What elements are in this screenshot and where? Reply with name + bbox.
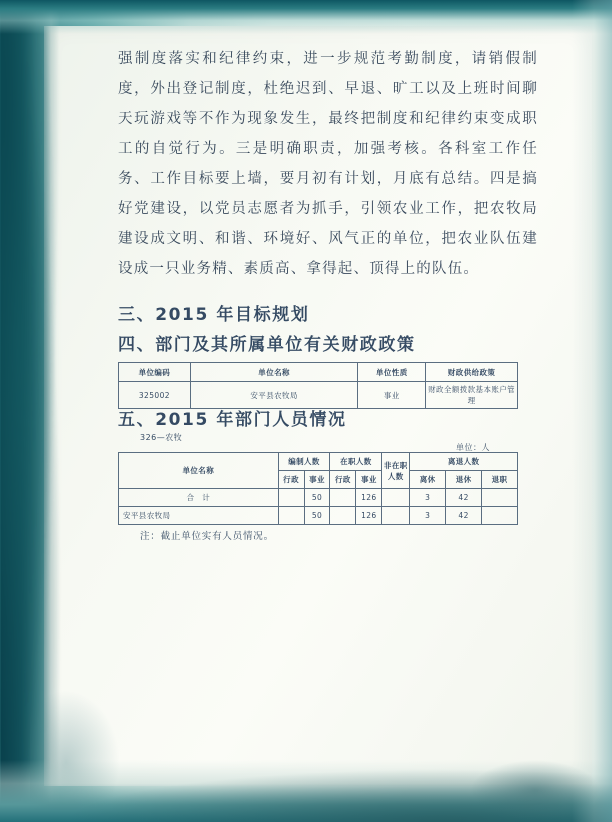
cell-inactive bbox=[382, 507, 410, 525]
table-row bbox=[119, 489, 518, 507]
cell-plan-career: 50 bbox=[304, 507, 330, 525]
scan-smudge bbox=[470, 760, 600, 820]
subcol-active-career: 事业 bbox=[356, 471, 382, 489]
cell-plan-admin bbox=[278, 489, 304, 507]
document-body bbox=[118, 44, 538, 284]
col-unit-code: 单位编码 bbox=[119, 363, 191, 382]
subcol-plan-admin: 行政 bbox=[278, 471, 304, 489]
form-code-label: 326—农牧 bbox=[140, 433, 183, 442]
unit-note-label: 单位：人 bbox=[456, 443, 490, 452]
section-five-heading: 五、2015 年部门人员情况 bbox=[118, 410, 347, 430]
col-active-staff: 在职人数 bbox=[330, 453, 382, 471]
col-retired-staff: 离退人数 bbox=[410, 453, 518, 471]
subcol-tuizhi: 退职 bbox=[482, 471, 518, 489]
table-header-row bbox=[119, 363, 518, 382]
cell-unit-name: 安平县农牧局 bbox=[190, 382, 358, 409]
section-four-heading: 四、部门及其所属单位有关财政政策 bbox=[118, 335, 416, 355]
cell-plan-admin bbox=[278, 507, 304, 525]
cell-active-career: 126 bbox=[356, 489, 382, 507]
cell-active-career: 126 bbox=[356, 507, 382, 525]
col-unit-name: 单位名称 bbox=[190, 363, 358, 382]
cell-row-label: 安平县农牧局 bbox=[119, 507, 279, 525]
cell-tuixiu: 42 bbox=[446, 507, 482, 525]
table-header-row bbox=[119, 453, 518, 471]
cell-tuizhi bbox=[482, 507, 518, 525]
table-row bbox=[119, 507, 518, 525]
scan-edge-right bbox=[572, 0, 612, 822]
subcol-lixiu: 离休 bbox=[410, 471, 446, 489]
cell-plan-career: 50 bbox=[304, 489, 330, 507]
subcol-active-admin: 行政 bbox=[330, 471, 356, 489]
cell-active-admin bbox=[330, 489, 356, 507]
subcol-tuixiu: 退休 bbox=[446, 471, 482, 489]
subcol-plan-career: 事业 bbox=[304, 471, 330, 489]
col-unit-name: 单位名称 bbox=[119, 453, 279, 489]
staff-table bbox=[118, 452, 518, 525]
cell-tuizhi bbox=[482, 489, 518, 507]
policy-table-wrapper bbox=[118, 362, 518, 409]
col-inactive-staff: 非在职人数 bbox=[382, 453, 410, 489]
col-finance-policy: 财政供给政策 bbox=[426, 363, 518, 382]
cell-lixiu: 3 bbox=[410, 507, 446, 525]
scan-smudge bbox=[30, 690, 120, 810]
cell-unit-type: 事业 bbox=[358, 382, 426, 409]
staff-table-wrapper bbox=[118, 452, 518, 525]
cell-lixiu: 3 bbox=[410, 489, 446, 507]
cell-finance-policy: 财政全额拨款基本账户管理 bbox=[426, 382, 518, 409]
body-paragraph: 强制度落实和纪律约束，进一步规范考勤制度，请销假制度，外出登记制度，杜绝迟到、早退、旷工以及上班时间聊天玩游戏等不作为现象发生，最终把制度和纪律约束变成职工的自觉行为。三是明确职责，加强考核。各科室工作任务、工作目标要上墙，要月初有计划，月底有总结。四是搞好党建设，以党员志愿者为抓手，引领农业工作，把农牧局建设成文明、和谐、环境好、风气正的单位，把农业队伍建设成一只业务精、素质高、拿得起、顶得上的队伍。 bbox=[118, 51, 538, 277]
cell-unit-code: 325002 bbox=[119, 382, 191, 409]
table-footnote: 注：截止单位实有人员情况。 bbox=[140, 531, 274, 542]
col-planned-staff: 编制人数 bbox=[278, 453, 330, 471]
cell-inactive bbox=[382, 489, 410, 507]
scan-edge-top bbox=[0, 0, 612, 34]
section-three-heading: 三、2015 年目标规划 bbox=[118, 305, 310, 325]
cell-active-admin bbox=[330, 507, 356, 525]
cell-tuixiu: 42 bbox=[446, 489, 482, 507]
cell-row-label: 合 计 bbox=[119, 489, 279, 507]
policy-table bbox=[118, 362, 518, 409]
col-unit-type: 单位性质 bbox=[358, 363, 426, 382]
